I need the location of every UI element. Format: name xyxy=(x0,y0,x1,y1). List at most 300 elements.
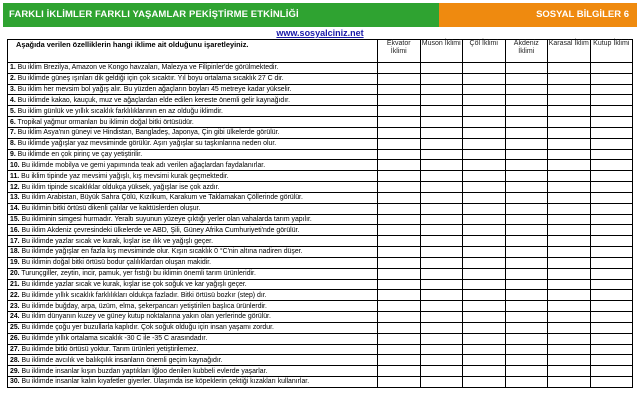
question-text: Bu iklimin doğal bitki örtüsü bodur çalılıklardan oluşan makidir. xyxy=(21,259,212,267)
answer-cell[interactable] xyxy=(548,160,591,171)
answer-cell[interactable] xyxy=(378,257,421,268)
answer-cell[interactable] xyxy=(463,333,506,344)
answer-cell[interactable] xyxy=(590,160,633,171)
website-link[interactable]: www.sosyalciniz.net xyxy=(276,28,364,38)
question-text: Bu ikliminin simgesi hurmadır. Yeraltı suyunun yüzeye çıktığı yerler olan vahalarda tarım yapılır. xyxy=(21,216,312,223)
question-text: Bu iklimde çoğu yer buzullarla kaplıdır. Çok soğuk olduğu için insan yaşamı zordur. xyxy=(21,324,274,332)
answer-cell[interactable] xyxy=(463,182,506,193)
answer-cell[interactable] xyxy=(463,290,506,301)
answer-cell[interactable] xyxy=(463,312,506,323)
answer-cell[interactable] xyxy=(420,355,463,366)
question-number: 19. xyxy=(10,259,20,267)
question-text: Bu iklim tipinde yaz mevsimi yağışlı, kış mevsimi kurak geçmektedir. xyxy=(21,172,229,180)
question-cell xyxy=(8,117,378,128)
answer-cell[interactable] xyxy=(590,236,633,247)
answer-cell[interactable] xyxy=(505,257,548,268)
answer-cell[interactable] xyxy=(420,127,463,138)
answer-cell[interactable] xyxy=(590,290,633,301)
question-cell xyxy=(8,355,378,366)
question-text: Bu iklimde insanlar kalın kıyafetler giyerler. Ulaşımda ise köpeklerin çektiği kızakları kullanırlar. xyxy=(21,378,310,386)
question-text: Bu iklimde yıllık ortalama sıcaklık -30 C ile -35 C arasındadır. xyxy=(21,335,208,343)
answer-cell[interactable] xyxy=(548,236,591,247)
answer-cell[interactable] xyxy=(378,160,421,171)
answer-cell[interactable] xyxy=(505,279,548,290)
answer-cell[interactable] xyxy=(378,106,421,117)
question-number: 4. xyxy=(10,96,16,104)
answer-cell[interactable] xyxy=(463,279,506,290)
question-number: 22. xyxy=(10,291,20,299)
question-number: 29. xyxy=(10,367,20,375)
answer-cell[interactable] xyxy=(548,279,591,290)
answer-cell[interactable] xyxy=(548,149,591,160)
question-number: 10. xyxy=(10,161,20,169)
question-text: Bu iklim tipinde sıcaklıklar oldukça yüksek, yağışlar ise çok azdır. xyxy=(21,183,220,191)
answer-cell[interactable] xyxy=(548,377,591,388)
instruction-text: Aşağıda verilen özelliklerin hangi iklime ait olduğunu işaretleyiniz. xyxy=(8,40,378,63)
answer-cell[interactable] xyxy=(505,377,548,388)
answer-cell[interactable] xyxy=(378,290,421,301)
answer-cell[interactable] xyxy=(463,127,506,138)
question-cell xyxy=(8,257,378,268)
answer-cell[interactable] xyxy=(463,301,506,312)
answer-cell[interactable] xyxy=(590,117,633,128)
answer-cell[interactable] xyxy=(548,225,591,236)
answer-cell[interactable] xyxy=(505,95,548,106)
question-text: Tropikal yağmur ormanları bu iklimin doğal bitki örtüsüdür. xyxy=(17,118,194,126)
answer-cell[interactable] xyxy=(548,95,591,106)
question-text: Bu iklimde yağışlar yaz mevsiminde görülür. Aşırı yağışlar su taşkınlarına neden olur. xyxy=(17,140,277,148)
answer-cell[interactable] xyxy=(463,73,506,84)
answer-cell[interactable] xyxy=(420,268,463,279)
answer-cell[interactable] xyxy=(505,322,548,333)
answer-cell[interactable] xyxy=(590,138,633,149)
answer-cell[interactable] xyxy=(505,312,548,323)
answer-cell[interactable] xyxy=(420,344,463,355)
answer-cell[interactable] xyxy=(420,236,463,247)
answer-cell[interactable] xyxy=(548,73,591,84)
answer-cell[interactable] xyxy=(420,63,463,74)
question-cell xyxy=(8,73,378,84)
answer-cell[interactable] xyxy=(505,84,548,95)
question-cell xyxy=(8,192,378,203)
answer-cell[interactable] xyxy=(548,366,591,377)
answer-cell[interactable] xyxy=(420,247,463,258)
table-row xyxy=(8,171,633,182)
answer-cell[interactable] xyxy=(420,214,463,225)
answer-cell[interactable] xyxy=(590,171,633,182)
question-number: 24. xyxy=(10,313,20,321)
question-cell xyxy=(8,171,378,182)
answer-cell[interactable] xyxy=(378,355,421,366)
answer-cell[interactable] xyxy=(463,192,506,203)
question-number: 16. xyxy=(10,226,20,234)
answer-cell[interactable] xyxy=(590,73,633,84)
question-number: 1. xyxy=(10,64,16,72)
question-number: 11. xyxy=(10,172,20,180)
answer-cell[interactable] xyxy=(420,106,463,117)
answer-cell[interactable] xyxy=(505,192,548,203)
question-number: 9. xyxy=(10,151,16,159)
answer-cell[interactable] xyxy=(505,138,548,149)
answer-cell[interactable] xyxy=(463,377,506,388)
question-cell xyxy=(8,268,378,279)
answer-cell[interactable] xyxy=(378,171,421,182)
question-cell xyxy=(8,366,378,377)
table-row xyxy=(8,203,633,214)
answer-cell[interactable] xyxy=(590,247,633,258)
question-text: Bu iklimde bitki örtüsü yoktur. Tarım ürünleri yetiştirilemez. xyxy=(21,345,199,353)
question-number: 17. xyxy=(10,237,20,245)
question-cell xyxy=(8,160,378,171)
table-row xyxy=(8,192,633,203)
answer-cell[interactable] xyxy=(463,236,506,247)
answer-cell[interactable] xyxy=(378,268,421,279)
answer-cell[interactable] xyxy=(590,279,633,290)
table-row xyxy=(8,247,633,258)
answer-cell[interactable] xyxy=(463,160,506,171)
question-text: Turunçgiller, zeytin, incir, pamuk, yer fıstığı bu iklimin önemli tarım ürünleridir. xyxy=(21,270,256,278)
table-row xyxy=(8,301,633,312)
answer-cell[interactable] xyxy=(590,149,633,160)
answer-cell[interactable] xyxy=(378,344,421,355)
answer-cell[interactable] xyxy=(378,95,421,106)
question-number: 7. xyxy=(10,129,16,137)
question-text: Bu iklimde güneş ışınları dik geldiği için çok sıcaktır. Yıl boyu ortalama sıcaklık 27 C dir. xyxy=(17,75,284,83)
question-number: 27. xyxy=(10,345,20,353)
column-header: Ekvator İklimi xyxy=(378,40,421,63)
answer-cell[interactable] xyxy=(505,149,548,160)
table-row xyxy=(8,333,633,344)
title-banner xyxy=(3,3,637,27)
table-row xyxy=(8,225,633,236)
answer-cell[interactable] xyxy=(420,149,463,160)
answer-cell[interactable] xyxy=(505,333,548,344)
answer-cell[interactable] xyxy=(505,236,548,247)
answer-cell[interactable] xyxy=(463,225,506,236)
table-row xyxy=(8,355,633,366)
answer-cell[interactable] xyxy=(420,138,463,149)
answer-cell[interactable] xyxy=(505,127,548,138)
answer-cell[interactable] xyxy=(463,117,506,128)
answer-cell[interactable] xyxy=(463,268,506,279)
answer-cell[interactable] xyxy=(590,106,633,117)
answer-cell[interactable] xyxy=(548,117,591,128)
answer-cell[interactable] xyxy=(463,63,506,74)
question-cell xyxy=(8,377,378,388)
answer-cell[interactable] xyxy=(590,225,633,236)
answer-cell[interactable] xyxy=(505,225,548,236)
answer-cell[interactable] xyxy=(548,355,591,366)
answer-cell[interactable] xyxy=(463,247,506,258)
answer-cell[interactable] xyxy=(378,236,421,247)
question-text: Bu iklim Arabistan, Büyük Sahra Çölü, Kızılkum, Karakum ve Taklamakan Çöllerinde görülür. xyxy=(21,194,303,202)
answer-cell[interactable] xyxy=(590,344,633,355)
table-row xyxy=(8,236,633,247)
table-row xyxy=(8,268,633,279)
answer-cell[interactable] xyxy=(548,106,591,117)
answer-cell[interactable] xyxy=(548,247,591,258)
table-row xyxy=(8,63,633,74)
question-cell xyxy=(8,333,378,344)
answer-cell[interactable] xyxy=(590,355,633,366)
answer-cell[interactable] xyxy=(378,312,421,323)
question-number: 20. xyxy=(10,270,20,278)
answer-cell[interactable] xyxy=(548,344,591,355)
question-text: Bu iklim günlük ve yıllık sıcaklık farklılıklarının en az olduğu iklimdir. xyxy=(17,107,223,115)
answer-cell[interactable] xyxy=(505,73,548,84)
answer-cell[interactable] xyxy=(548,127,591,138)
question-cell xyxy=(8,203,378,214)
answer-cell[interactable] xyxy=(548,268,591,279)
answer-cell[interactable] xyxy=(378,149,421,160)
answer-cell[interactable] xyxy=(420,171,463,182)
answer-cell[interactable] xyxy=(548,84,591,95)
answer-cell[interactable] xyxy=(378,322,421,333)
answer-cell[interactable] xyxy=(590,214,633,225)
answer-cell[interactable] xyxy=(505,203,548,214)
answer-cell[interactable] xyxy=(420,279,463,290)
answer-cell[interactable] xyxy=(420,312,463,323)
answer-cell[interactable] xyxy=(590,63,633,74)
column-header: Muson İklimi xyxy=(420,40,463,63)
question-cell xyxy=(8,127,378,138)
question-cell xyxy=(8,95,378,106)
answer-cell[interactable] xyxy=(463,257,506,268)
answer-cell[interactable] xyxy=(463,95,506,106)
answer-cell[interactable] xyxy=(505,117,548,128)
answer-cell[interactable] xyxy=(420,333,463,344)
question-cell xyxy=(8,106,378,117)
answer-cell[interactable] xyxy=(378,182,421,193)
answer-cell[interactable] xyxy=(505,247,548,258)
question-number: 28. xyxy=(10,356,20,364)
table-row xyxy=(8,182,633,193)
question-number: 18. xyxy=(10,248,20,256)
answer-cell[interactable] xyxy=(505,182,548,193)
worksheet-title: FARKLI İKLİMLER FARKLI YAŞAMLAR PEKİŞTİRME ETKİNLİĞİ xyxy=(3,3,439,27)
answer-cell[interactable] xyxy=(463,203,506,214)
question-text: Bu iklim her mevsim bol yağış alır. Bu yüzden ağaçların boyları 45 metreye kadar yükselir. xyxy=(17,86,292,94)
answer-cell[interactable] xyxy=(420,301,463,312)
question-text: Bu iklimde yazlar sıcak ve kurak, kışlar ise çok soğuk ve kar yağışlı geçer. xyxy=(21,280,247,288)
table-row xyxy=(8,377,633,388)
answer-cell[interactable] xyxy=(463,322,506,333)
answer-cell[interactable] xyxy=(505,214,548,225)
question-number: 23. xyxy=(10,302,20,310)
answer-cell[interactable] xyxy=(548,63,591,74)
answer-cell[interactable] xyxy=(420,203,463,214)
answer-cell[interactable] xyxy=(378,214,421,225)
question-cell xyxy=(8,279,378,290)
answer-cell[interactable] xyxy=(463,171,506,182)
answer-cell[interactable] xyxy=(378,333,421,344)
table-row xyxy=(8,160,633,171)
subject-label: SOSYAL BİLGİLER 6 xyxy=(439,3,637,27)
question-text: Bu iklimde yağışlar en fazla kış mevsiminde olur. Kışın sıcaklık 0 °C'nin altına nadiren düşer. xyxy=(21,248,303,256)
question-cell xyxy=(8,214,378,225)
question-cell xyxy=(8,149,378,160)
answer-cell[interactable] xyxy=(463,138,506,149)
table-row xyxy=(8,366,633,377)
table-row xyxy=(8,312,633,323)
table-row xyxy=(8,214,633,225)
question-number: 12. xyxy=(10,183,20,191)
answer-cell[interactable] xyxy=(548,312,591,323)
question-text: Bu iklimde insanlar kışın buzdan yaptıkları İğloo denilen kubbeli evlerde yaşarlar. xyxy=(21,367,268,375)
answer-cell[interactable] xyxy=(505,366,548,377)
question-cell xyxy=(8,84,378,95)
answer-cell[interactable] xyxy=(505,268,548,279)
answer-cell[interactable] xyxy=(378,192,421,203)
question-text: Bu iklimde yıllık sıcaklık farklılıkları oldukça fazladır. Bitki örtüsü bozkır (step) dır. xyxy=(21,291,267,299)
table-row xyxy=(8,149,633,160)
answer-cell[interactable] xyxy=(420,160,463,171)
table-row xyxy=(8,257,633,268)
table-row xyxy=(8,106,633,117)
answer-cell[interactable] xyxy=(463,344,506,355)
answer-cell[interactable] xyxy=(505,301,548,312)
question-number: 8. xyxy=(10,140,16,148)
answer-cell[interactable] xyxy=(505,355,548,366)
question-text: Bu iklim Asya'nın güneyi ve Hindistan, Bangladeş, Japonya, Çin gibi ülkelerde görülür. xyxy=(17,129,280,137)
question-number: 21. xyxy=(10,280,20,288)
answer-cell[interactable] xyxy=(463,366,506,377)
question-number: 30. xyxy=(10,378,20,386)
answer-cell[interactable] xyxy=(420,377,463,388)
answer-cell[interactable] xyxy=(420,95,463,106)
answer-cell[interactable] xyxy=(590,203,633,214)
question-text: Bu iklimde en çok pirinç ve çay yetiştirilir. xyxy=(17,151,143,159)
answer-cell[interactable] xyxy=(590,127,633,138)
answer-cell[interactable] xyxy=(420,290,463,301)
answer-cell[interactable] xyxy=(420,257,463,268)
answer-cell[interactable] xyxy=(505,106,548,117)
answer-cell[interactable] xyxy=(463,84,506,95)
answer-cell[interactable] xyxy=(548,182,591,193)
question-text: Bu iklimde yazlar sıcak ve kurak, kışlar ise ılık ve yağışlı geçer. xyxy=(21,237,213,245)
answer-cell[interactable] xyxy=(378,301,421,312)
question-number: 25. xyxy=(10,324,20,332)
question-text: Bu iklimde kakao, kauçuk, muz ve ağaçlardan elde edilen kereste önemli gelir kaynağıdır. xyxy=(17,96,290,104)
answer-cell[interactable] xyxy=(420,73,463,84)
answer-cell[interactable] xyxy=(378,279,421,290)
question-cell xyxy=(8,290,378,301)
answer-cell[interactable] xyxy=(505,344,548,355)
answer-cell[interactable] xyxy=(378,84,421,95)
header-row xyxy=(8,40,633,63)
answer-cell[interactable] xyxy=(548,138,591,149)
column-header: Akdeniz İklimi xyxy=(505,40,548,63)
question-number: 13. xyxy=(10,194,20,202)
answer-cell[interactable] xyxy=(378,117,421,128)
answer-cell[interactable] xyxy=(463,355,506,366)
table-row xyxy=(8,138,633,149)
answer-cell[interactable] xyxy=(590,301,633,312)
question-text: Bu iklimde buğday, arpa, üzüm, elma, şekerpancarı yetiştirilen başlıca ürünlerdir. xyxy=(21,302,267,310)
table-row xyxy=(8,279,633,290)
answer-cell[interactable] xyxy=(548,290,591,301)
answer-cell[interactable] xyxy=(378,127,421,138)
answer-cell[interactable] xyxy=(590,84,633,95)
question-text: Bu iklim dünyanın kuzey ve güney kutup noktalarına yakın olan yerlerinde görülür. xyxy=(21,313,271,321)
question-cell xyxy=(8,225,378,236)
answer-cell[interactable] xyxy=(420,366,463,377)
question-number: 2. xyxy=(10,75,16,83)
answer-cell[interactable] xyxy=(590,366,633,377)
answer-cell[interactable] xyxy=(590,182,633,193)
question-cell xyxy=(8,344,378,355)
question-rows xyxy=(8,63,633,388)
answer-cell[interactable] xyxy=(420,192,463,203)
answer-cell[interactable] xyxy=(378,225,421,236)
climate-table xyxy=(7,39,633,388)
table-row xyxy=(8,73,633,84)
answer-cell[interactable] xyxy=(590,312,633,323)
answer-cell[interactable] xyxy=(420,84,463,95)
answer-cell[interactable] xyxy=(505,63,548,74)
answer-cell[interactable] xyxy=(548,257,591,268)
answer-cell[interactable] xyxy=(548,322,591,333)
answer-cell[interactable] xyxy=(505,160,548,171)
answer-cell[interactable] xyxy=(548,203,591,214)
answer-cell[interactable] xyxy=(420,322,463,333)
question-text: Bu iklim Brezilya, Amazon ve Kongo havzaları, Malezya ve Filipinler'de görülmektedir. xyxy=(17,64,279,72)
answer-cell[interactable] xyxy=(505,290,548,301)
answer-cell[interactable] xyxy=(378,63,421,74)
answer-cell[interactable] xyxy=(378,366,421,377)
question-number: 3. xyxy=(10,86,16,94)
table-row xyxy=(8,117,633,128)
answer-cell[interactable] xyxy=(420,225,463,236)
question-cell xyxy=(8,247,378,258)
answer-cell[interactable] xyxy=(590,333,633,344)
answer-cell[interactable] xyxy=(420,117,463,128)
answer-cell[interactable] xyxy=(590,322,633,333)
answer-cell[interactable] xyxy=(590,377,633,388)
answer-cell[interactable] xyxy=(590,268,633,279)
answer-cell[interactable] xyxy=(548,333,591,344)
question-number: 14. xyxy=(10,205,20,213)
answer-cell[interactable] xyxy=(378,247,421,258)
question-cell xyxy=(8,138,378,149)
answer-cell[interactable] xyxy=(548,301,591,312)
question-cell xyxy=(8,322,378,333)
answer-cell[interactable] xyxy=(548,171,591,182)
question-number: 15. xyxy=(10,216,20,223)
answer-cell[interactable] xyxy=(505,171,548,182)
question-cell xyxy=(8,182,378,193)
answer-cell[interactable] xyxy=(548,214,591,225)
answer-cell[interactable] xyxy=(420,182,463,193)
answer-cell[interactable] xyxy=(378,377,421,388)
column-header: Kutup İklimi xyxy=(590,40,633,63)
table-row xyxy=(8,84,633,95)
answer-cell[interactable] xyxy=(378,73,421,84)
answer-cell[interactable] xyxy=(463,149,506,160)
question-number: 5. xyxy=(10,107,16,115)
question-text: Bu iklimin bitki örtüsü dikenli çalılar ve kaktüslerden oluşur. xyxy=(21,205,201,213)
answer-cell[interactable] xyxy=(378,138,421,149)
answer-cell[interactable] xyxy=(590,192,633,203)
answer-cell[interactable] xyxy=(590,257,633,268)
question-number: 26. xyxy=(10,335,20,343)
table-row xyxy=(8,344,633,355)
answer-cell[interactable] xyxy=(548,192,591,203)
answer-cell[interactable] xyxy=(590,95,633,106)
answer-cell[interactable] xyxy=(378,203,421,214)
answer-cell[interactable] xyxy=(463,106,506,117)
answer-cell[interactable] xyxy=(463,214,506,225)
